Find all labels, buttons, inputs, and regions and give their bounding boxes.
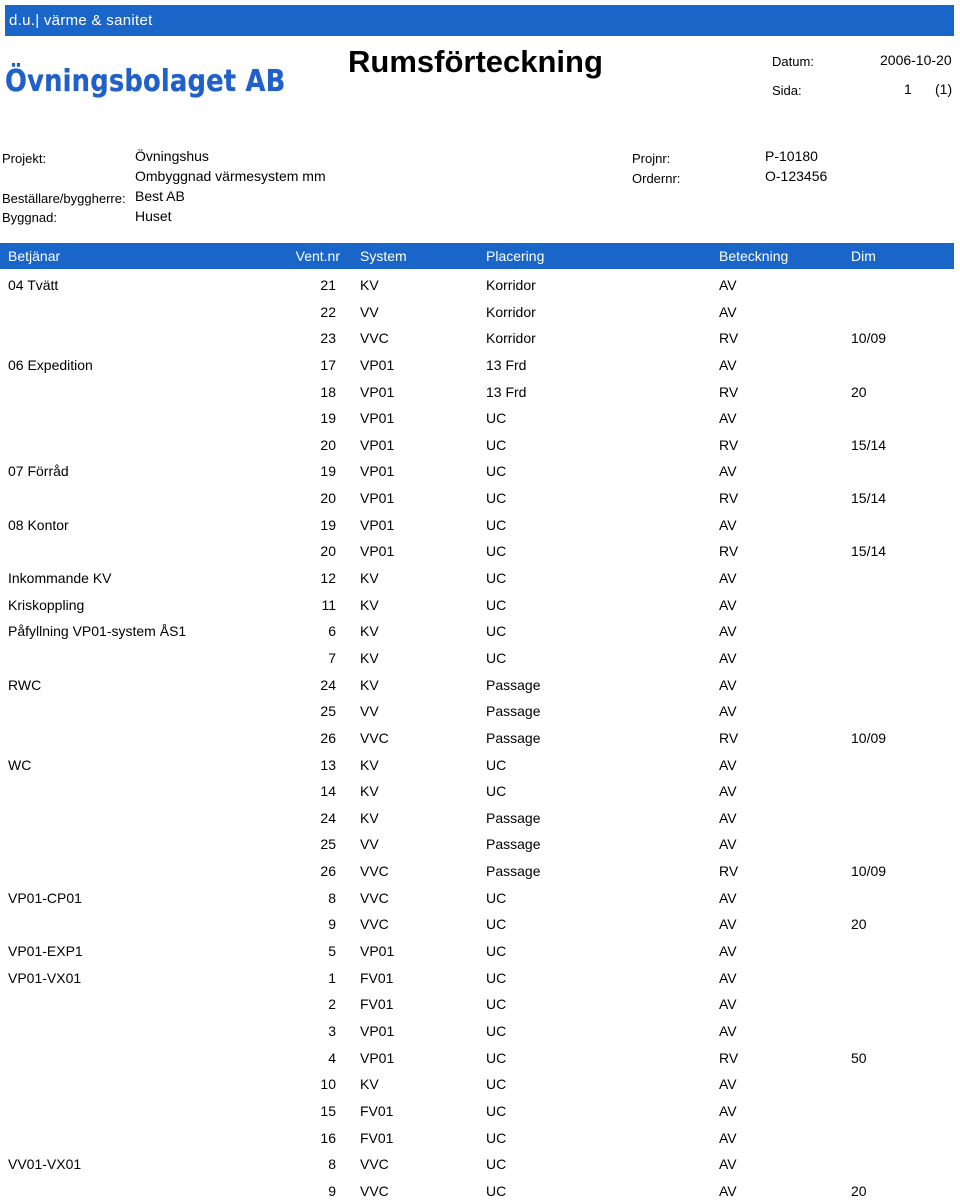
table-row bbox=[0, 751, 954, 778]
company-logo: Övningsbolaget AB bbox=[5, 64, 286, 99]
cell-placering: UC bbox=[486, 410, 507, 427]
cell-system: KV bbox=[360, 676, 379, 693]
cell-beteckning: AV bbox=[719, 996, 737, 1013]
cell-beteckning: AV bbox=[719, 1129, 737, 1146]
cell-betjanar: VV01-VX01 bbox=[8, 1156, 82, 1173]
ordernr-value: O-123456 bbox=[765, 168, 828, 184]
table-row bbox=[0, 990, 954, 1017]
cell-dim: 15/14 bbox=[851, 436, 887, 453]
cell-placering: Korridor bbox=[486, 303, 536, 320]
cell-vent: 25 bbox=[320, 703, 336, 720]
table-row bbox=[0, 1070, 954, 1097]
cell-beteckning: RV bbox=[719, 729, 739, 746]
room-table-body bbox=[0, 271, 954, 1203]
cell-betjanar: Påfyllning VP01-system ÅS1 bbox=[8, 623, 187, 640]
cell-vent: 18 bbox=[320, 383, 336, 400]
cell-placering: Passage bbox=[486, 809, 541, 826]
cell-placering: UC bbox=[486, 543, 507, 560]
cell-placering: UC bbox=[486, 783, 507, 800]
cell-dim: 20 bbox=[851, 383, 867, 400]
cell-system: VV bbox=[360, 836, 379, 853]
table-row bbox=[0, 1044, 954, 1071]
cell-vent: 17 bbox=[320, 356, 336, 373]
cell-system: VP01 bbox=[360, 410, 395, 427]
cell-beteckning: RV bbox=[719, 543, 739, 560]
cell-placering: UC bbox=[486, 516, 507, 533]
cell-betjanar: VP01-EXP1 bbox=[8, 943, 83, 960]
cell-beteckning: AV bbox=[719, 836, 737, 853]
cell-vent: 13 bbox=[320, 756, 336, 773]
cell-vent: 12 bbox=[320, 570, 336, 587]
sida-value: 1 bbox=[904, 81, 912, 97]
cell-beteckning: AV bbox=[719, 1182, 737, 1199]
cell-system: VV bbox=[360, 703, 379, 720]
cell-betjanar: VP01-VX01 bbox=[8, 969, 82, 986]
cell-beteckning: AV bbox=[719, 943, 737, 960]
cell-beteckning: RV bbox=[719, 436, 739, 453]
cell-system: KV bbox=[360, 570, 379, 587]
cell-placering: UC bbox=[486, 916, 507, 933]
cell-placering: 13 Frd bbox=[486, 383, 527, 400]
cell-betjanar: Kriskoppling bbox=[8, 596, 85, 613]
cell-betjanar: VP01-CP01 bbox=[8, 889, 82, 906]
projnr-value: P-10180 bbox=[765, 148, 818, 164]
table-row bbox=[0, 644, 954, 671]
byggnad-label: Byggnad: bbox=[2, 210, 57, 225]
cell-vent: 14 bbox=[320, 783, 336, 800]
cell-vent: 24 bbox=[320, 809, 336, 826]
cell-beteckning: RV bbox=[719, 330, 739, 347]
cell-placering: UC bbox=[486, 1102, 507, 1119]
cell-betjanar: 08 Kontor bbox=[8, 516, 69, 533]
cell-placering: UC bbox=[486, 1129, 507, 1146]
cell-beteckning: AV bbox=[719, 1102, 737, 1119]
cell-placering: Korridor bbox=[486, 330, 536, 347]
cell-beteckning: AV bbox=[719, 303, 737, 320]
cell-beteckning: AV bbox=[719, 889, 737, 906]
table-row bbox=[0, 404, 954, 431]
cell-vent: 26 bbox=[320, 863, 336, 880]
cell-vent: 19 bbox=[320, 410, 336, 427]
cell-beteckning: AV bbox=[719, 356, 737, 373]
cell-placering: Passage bbox=[486, 729, 541, 746]
company-name: d.u.| värme & sanitet bbox=[9, 12, 153, 29]
col-dim: Dim bbox=[851, 248, 876, 264]
cell-vent: 15 bbox=[320, 1102, 336, 1119]
sida-label: Sida: bbox=[772, 83, 802, 98]
cell-placering: UC bbox=[486, 1022, 507, 1039]
cell-system: FV01 bbox=[360, 996, 394, 1013]
cell-system: FV01 bbox=[360, 969, 394, 986]
cell-dim: 15/14 bbox=[851, 490, 887, 507]
cell-system: VV bbox=[360, 303, 379, 320]
cell-system: VVC bbox=[360, 863, 389, 880]
cell-betjanar: 07 Förråd bbox=[8, 463, 69, 480]
table-header bbox=[0, 243, 954, 269]
cell-system: VP01 bbox=[360, 943, 395, 960]
company-bar bbox=[5, 5, 954, 36]
cell-beteckning: AV bbox=[719, 916, 737, 933]
cell-beteckning: AV bbox=[719, 1156, 737, 1173]
cell-system: VP01 bbox=[360, 383, 395, 400]
cell-beteckning: AV bbox=[719, 410, 737, 427]
cell-vent: 3 bbox=[328, 1022, 336, 1039]
cell-system: VP01 bbox=[360, 1049, 395, 1066]
table-row bbox=[0, 564, 954, 591]
cell-system: VVC bbox=[360, 330, 389, 347]
table-row bbox=[0, 777, 954, 804]
table-row bbox=[0, 804, 954, 831]
cell-betjanar: Inkommande KV bbox=[8, 570, 112, 587]
cell-system: VVC bbox=[360, 916, 389, 933]
projnr-label: Projnr: bbox=[632, 151, 671, 166]
cell-dim: 20 bbox=[851, 916, 867, 933]
cell-placering: UC bbox=[486, 596, 507, 613]
cell-system: FV01 bbox=[360, 1129, 394, 1146]
cell-placering: UC bbox=[486, 889, 507, 906]
table-row bbox=[0, 857, 954, 884]
table-row bbox=[0, 591, 954, 618]
cell-beteckning: RV bbox=[719, 490, 739, 507]
table-row bbox=[0, 937, 954, 964]
cell-vent: 21 bbox=[320, 277, 336, 293]
cell-placering: UC bbox=[486, 1156, 507, 1173]
table-row bbox=[0, 431, 954, 458]
cell-vent: 20 bbox=[320, 543, 336, 560]
table-row bbox=[0, 1017, 954, 1044]
cell-vent: 23 bbox=[320, 330, 336, 347]
cell-beteckning: AV bbox=[719, 1076, 737, 1093]
cell-placering: Passage bbox=[486, 676, 541, 693]
cell-beteckning: AV bbox=[719, 463, 737, 480]
page-title: Rumsförteckning bbox=[348, 44, 603, 79]
cell-beteckning: AV bbox=[719, 676, 737, 693]
cell-vent: 8 bbox=[328, 1156, 336, 1173]
projekt-description: Ombyggnad värmesystem mm bbox=[135, 168, 326, 184]
cell-dim: 10/09 bbox=[851, 729, 887, 746]
cell-system: VP01 bbox=[360, 543, 395, 560]
datum-value: 2006-10-20 bbox=[880, 52, 952, 68]
ordernr-label: Ordernr: bbox=[632, 171, 681, 186]
cell-beteckning: AV bbox=[719, 516, 737, 533]
cell-vent: 22 bbox=[320, 303, 336, 320]
cell-betjanar: 06 Expedition bbox=[8, 356, 93, 373]
cell-vent: 10 bbox=[320, 1076, 336, 1093]
cell-placering: UC bbox=[486, 1182, 507, 1199]
projekt-label: Projekt: bbox=[2, 151, 47, 166]
table-row bbox=[0, 1124, 954, 1151]
datum-label: Datum: bbox=[772, 54, 814, 69]
cell-system: VVC bbox=[360, 729, 389, 746]
cell-system: VP01 bbox=[360, 1022, 395, 1039]
cell-vent: 5 bbox=[328, 943, 336, 960]
cell-vent: 1 bbox=[328, 969, 336, 986]
table-row bbox=[0, 1150, 954, 1177]
table-row bbox=[0, 830, 954, 857]
cell-placering: UC bbox=[486, 943, 507, 960]
table-row bbox=[0, 537, 954, 564]
cell-placering: Korridor bbox=[486, 277, 536, 293]
cell-system: VP01 bbox=[360, 490, 395, 507]
bestallare-value: Best AB bbox=[135, 188, 185, 204]
table-row bbox=[0, 1097, 954, 1124]
cell-system: KV bbox=[360, 596, 379, 613]
cell-placering: UC bbox=[486, 490, 507, 507]
cell-system: KV bbox=[360, 756, 379, 773]
cell-vent: 20 bbox=[320, 436, 336, 453]
cell-system: VP01 bbox=[360, 516, 395, 533]
cell-beteckning: RV bbox=[719, 863, 739, 880]
cell-betjanar: WC bbox=[8, 756, 32, 773]
cell-system: VVC bbox=[360, 889, 389, 906]
table-row bbox=[0, 724, 954, 751]
cell-betjanar: 04 Tvätt bbox=[8, 277, 59, 293]
cell-system: FV01 bbox=[360, 1102, 394, 1119]
table-row bbox=[0, 1177, 954, 1203]
bestallare-label: Beställare/byggherre: bbox=[2, 191, 126, 206]
cell-system: KV bbox=[360, 277, 379, 293]
table-row bbox=[0, 457, 954, 484]
cell-beteckning: AV bbox=[719, 596, 737, 613]
cell-system: KV bbox=[360, 1076, 379, 1093]
cell-placering: UC bbox=[486, 649, 507, 666]
cell-placering: UC bbox=[486, 1076, 507, 1093]
cell-vent: 7 bbox=[328, 649, 336, 666]
cell-vent: 24 bbox=[320, 676, 336, 693]
cell-beteckning: AV bbox=[719, 703, 737, 720]
cell-beteckning: AV bbox=[719, 649, 737, 666]
cell-placering: Passage bbox=[486, 836, 541, 853]
cell-dim: 15/14 bbox=[851, 543, 887, 560]
cell-vent: 20 bbox=[320, 490, 336, 507]
cell-vent: 4 bbox=[328, 1049, 336, 1066]
col-system: System bbox=[360, 248, 407, 264]
cell-beteckning: AV bbox=[719, 969, 737, 986]
table-row bbox=[0, 271, 954, 298]
cell-system: VP01 bbox=[360, 356, 395, 373]
table-row bbox=[0, 617, 954, 644]
cell-beteckning: RV bbox=[719, 1049, 739, 1066]
table-row bbox=[0, 964, 954, 991]
cell-vent: 8 bbox=[328, 889, 336, 906]
cell-placering: UC bbox=[486, 969, 507, 986]
cell-system: VP01 bbox=[360, 436, 395, 453]
table-row bbox=[0, 324, 954, 351]
cell-vent: 2 bbox=[328, 996, 336, 1013]
cell-dim: 50 bbox=[851, 1049, 867, 1066]
cell-dim: 10/09 bbox=[851, 330, 887, 347]
table-row bbox=[0, 351, 954, 378]
sida-total: (1) bbox=[935, 81, 953, 97]
byggnad-value: Huset bbox=[135, 208, 172, 224]
cell-beteckning: AV bbox=[719, 623, 737, 640]
cell-beteckning: AV bbox=[719, 277, 737, 293]
cell-dim: 10/09 bbox=[851, 863, 887, 880]
cell-betjanar: RWC bbox=[8, 676, 42, 693]
cell-vent: 26 bbox=[320, 729, 336, 746]
cell-system: KV bbox=[360, 783, 379, 800]
cell-placering: UC bbox=[486, 756, 507, 773]
cell-placering: UC bbox=[486, 623, 507, 640]
cell-dim: 20 bbox=[851, 1182, 867, 1199]
cell-beteckning: AV bbox=[719, 783, 737, 800]
cell-vent: 25 bbox=[320, 836, 336, 853]
cell-beteckning: AV bbox=[719, 1022, 737, 1039]
cell-vent: 11 bbox=[321, 596, 336, 613]
cell-vent: 16 bbox=[320, 1129, 336, 1146]
cell-system: KV bbox=[360, 809, 379, 826]
col-betjanar: Betjänar bbox=[8, 248, 61, 264]
table-row bbox=[0, 884, 954, 911]
cell-beteckning: RV bbox=[719, 383, 739, 400]
cell-vent: 19 bbox=[320, 463, 336, 480]
table-row bbox=[0, 671, 954, 698]
cell-placering: UC bbox=[486, 570, 507, 587]
cell-system: VVC bbox=[360, 1182, 389, 1199]
cell-vent: 9 bbox=[328, 916, 336, 933]
cell-placering: Passage bbox=[486, 863, 541, 880]
cell-system: KV bbox=[360, 623, 379, 640]
cell-system: VVC bbox=[360, 1156, 389, 1173]
cell-placering: Passage bbox=[486, 703, 541, 720]
cell-beteckning: AV bbox=[719, 809, 737, 826]
table-row bbox=[0, 378, 954, 405]
table-row bbox=[0, 697, 954, 724]
cell-beteckning: AV bbox=[719, 756, 737, 773]
cell-placering: UC bbox=[486, 436, 507, 453]
col-placering: Placering bbox=[486, 248, 545, 264]
col-vent: Vent.nr bbox=[295, 248, 340, 264]
table-row bbox=[0, 511, 954, 538]
cell-vent: 6 bbox=[328, 623, 336, 640]
cell-placering: UC bbox=[486, 996, 507, 1013]
cell-system: VP01 bbox=[360, 463, 395, 480]
cell-vent: 9 bbox=[328, 1182, 336, 1199]
col-beteckning: Beteckning bbox=[719, 248, 789, 264]
cell-placering: UC bbox=[486, 463, 507, 480]
table-row bbox=[0, 484, 954, 511]
table-row bbox=[0, 298, 954, 325]
cell-placering: 13 Frd bbox=[486, 356, 527, 373]
cell-system: KV bbox=[360, 649, 379, 666]
cell-beteckning: AV bbox=[719, 570, 737, 587]
cell-vent: 19 bbox=[320, 516, 336, 533]
cell-placering: UC bbox=[486, 1049, 507, 1066]
table-row bbox=[0, 910, 954, 937]
projekt-name: Övningshus bbox=[135, 148, 209, 164]
